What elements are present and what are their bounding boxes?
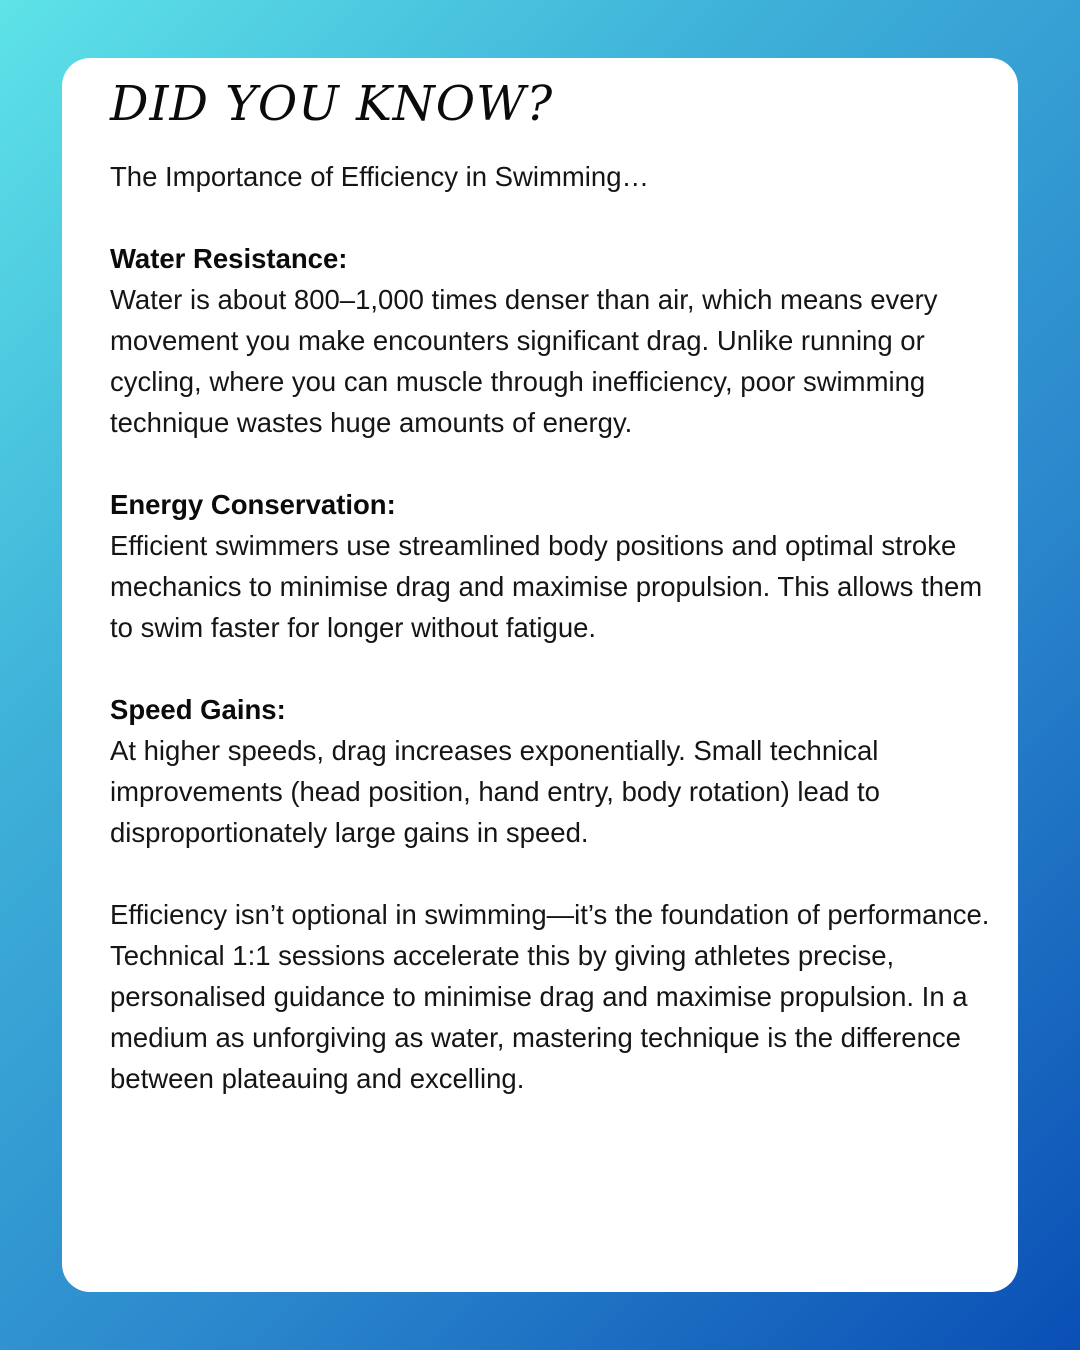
section-heading-energy-conservation: Energy Conservation: [110, 489, 396, 520]
spacer [110, 853, 990, 894]
section-body-energy-conservation: Efficient swimmers use streamlined body positions and optimal stroke mechanics to minimise drag and maximise propulsion. This allows them to swim faster for longer without fatigue. [110, 530, 983, 643]
section-body-speed-gains: At higher speeds, drag increases exponentially. Small technical improvements (head position, hand entry, body rotation) lead to disproportionately large gains in speed. [110, 735, 880, 848]
spacer [110, 648, 990, 689]
info-card [62, 58, 1018, 1292]
section-body-water-resistance: Water is about 800–1,000 times denser than air, which means every movement you make encounters significant drag. Unlike running or cycling, where you can muscle through inefficiency, poor swimming technique wastes huge amounts of energy. [110, 284, 938, 438]
section-heading-speed-gains: Speed Gains: [110, 694, 286, 725]
section-heading-water-resistance: Water Resistance: [110, 243, 348, 274]
intro-text: The Importance of Efficiency in Swimming… [110, 161, 650, 192]
spacer [110, 197, 990, 238]
conclusion-text: Efficiency isn’t optional in swimming—it’s the foundation of performance. Technical 1:1 sessions accelerate this by giving athletes precise, personalised guidance to minimise drag and maximise propulsion. In a medium as unforgiving as water, mastering technique is the difference between plateauing and excelling. [110, 899, 990, 1094]
card-content [110, 156, 990, 1099]
page-title: DID YOU KNOW? [110, 76, 554, 132]
spacer [110, 443, 990, 484]
